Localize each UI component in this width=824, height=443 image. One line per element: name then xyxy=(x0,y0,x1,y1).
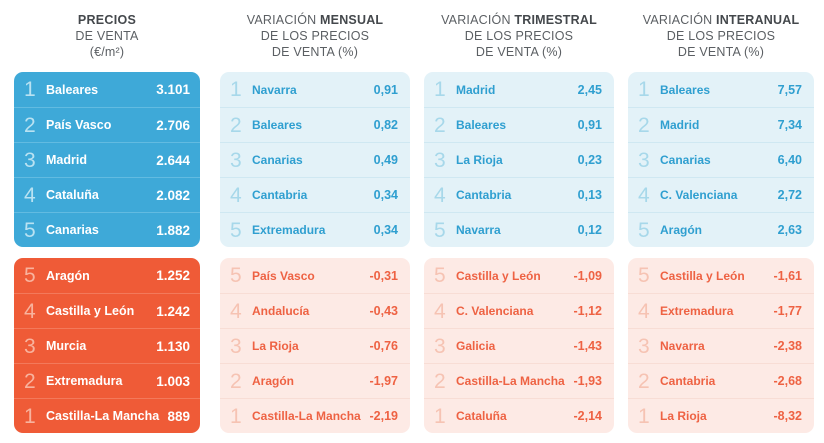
rank: 5 xyxy=(638,218,650,242)
region-value: -1,93 xyxy=(573,374,602,388)
table-row[interactable] xyxy=(14,363,200,398)
region-name: Extremadura xyxy=(46,374,123,388)
region-name: País Vasco xyxy=(252,268,315,283)
region-name: Baleares xyxy=(456,118,507,132)
region-value: 0,91 xyxy=(373,82,398,97)
table-row[interactable] xyxy=(424,107,614,142)
region-name: Extremadura xyxy=(252,223,326,237)
table-row[interactable] xyxy=(424,293,614,328)
column-header-interanual xyxy=(628,0,814,72)
table-row[interactable] xyxy=(628,72,814,107)
region-value: 1.003 xyxy=(156,373,190,389)
column-header-mensual xyxy=(220,0,410,72)
table-row[interactable] xyxy=(220,293,410,328)
header-line1-plain: VARIACIÓN xyxy=(642,13,717,27)
region-value: -2,38 xyxy=(773,339,802,353)
region-value: 7,57 xyxy=(777,82,802,97)
region-name: Extremadura xyxy=(660,304,734,318)
rank: 2 xyxy=(638,369,650,393)
rank: 2 xyxy=(24,113,36,137)
panel-bottom-mensual xyxy=(220,258,410,433)
rank: 1 xyxy=(434,78,446,101)
region-name: Cantabria xyxy=(456,188,512,202)
rank: 2 xyxy=(24,369,36,393)
header-line2: DE LOS PRECIOS xyxy=(666,29,776,43)
region-value: -2,68 xyxy=(773,374,802,388)
header-line3: DE VENTA (%) xyxy=(271,45,359,59)
rank: 5 xyxy=(24,264,36,287)
region-name: C. Valenciana xyxy=(456,304,534,318)
region-name: Cantabria xyxy=(252,188,308,202)
region-name: Navarra xyxy=(252,82,297,97)
region-value: 0,23 xyxy=(577,153,602,167)
rank: 5 xyxy=(230,218,242,242)
table-row[interactable] xyxy=(424,177,614,212)
region-name: Baleares xyxy=(46,82,99,97)
table-row[interactable] xyxy=(424,398,614,433)
table-row[interactable] xyxy=(628,177,814,212)
rank: 2 xyxy=(638,113,650,137)
region-name: Madrid xyxy=(660,118,700,132)
region-name: Madrid xyxy=(456,82,496,97)
region-value: 2,63 xyxy=(777,223,802,237)
region-value: 0,91 xyxy=(577,118,602,132)
rank: 3 xyxy=(230,148,242,172)
table-row[interactable] xyxy=(628,293,814,328)
table-row[interactable] xyxy=(220,363,410,398)
table-row[interactable] xyxy=(14,107,200,142)
region-name: Andalucía xyxy=(252,304,310,318)
header-line2: DE LOS PRECIOS xyxy=(260,29,370,43)
header-line3: (€/m²) xyxy=(89,45,125,59)
region-value: 3.101 xyxy=(156,82,190,97)
table-row[interactable] xyxy=(220,212,410,247)
region-value: -1,09 xyxy=(573,268,602,283)
region-name: Canarias xyxy=(46,223,99,237)
region-value: 1.882 xyxy=(156,222,190,238)
region-name: Castilla y León xyxy=(660,268,745,283)
header-line1-bold: MENSUAL xyxy=(320,13,384,27)
region-value: 2.082 xyxy=(156,187,190,203)
region-name: País Vasco xyxy=(46,118,112,132)
rank: 2 xyxy=(230,113,242,137)
region-value: -1,12 xyxy=(573,304,602,318)
rank: 3 xyxy=(638,334,650,358)
header-line1-plain: PRECIOS xyxy=(77,13,137,27)
panel-top-mensual xyxy=(220,72,410,247)
region-value: -0,76 xyxy=(369,339,398,353)
region-value: -2,19 xyxy=(369,409,398,423)
region-name: Aragón xyxy=(252,374,294,388)
table-row[interactable] xyxy=(220,398,410,433)
region-name: Baleares xyxy=(660,82,711,97)
table-row[interactable] xyxy=(628,363,814,398)
table-row[interactable] xyxy=(424,72,614,107)
panel-bottom-trimestral xyxy=(424,258,614,433)
rank: 2 xyxy=(230,369,242,393)
header-line1-plain: VARIACIÓN xyxy=(441,13,515,27)
region-value: 2,45 xyxy=(577,82,602,97)
rank: 3 xyxy=(434,334,446,358)
region-value: -8,32 xyxy=(773,409,802,423)
region-value: 889 xyxy=(167,408,190,424)
region-value: 7,34 xyxy=(777,118,802,132)
region-name: Castilla-La Mancha xyxy=(456,374,565,388)
table-row[interactable] xyxy=(628,258,814,293)
header-line2: DE LOS PRECIOS xyxy=(464,29,574,43)
region-value: 0,82 xyxy=(373,118,398,132)
region-name: Cataluña xyxy=(456,409,507,423)
rank: 1 xyxy=(24,404,36,428)
region-name: Cantabria xyxy=(660,374,716,388)
region-name: Navarra xyxy=(456,223,501,237)
table-row[interactable] xyxy=(628,107,814,142)
table-row[interactable] xyxy=(14,398,200,433)
rank: 5 xyxy=(434,264,446,287)
table-row[interactable] xyxy=(628,328,814,363)
panel-top-interanual xyxy=(628,72,814,247)
region-value: -1,43 xyxy=(573,339,602,353)
table-row[interactable] xyxy=(628,398,814,433)
table-row[interactable] xyxy=(628,142,814,177)
region-name: C. Valenciana xyxy=(660,188,738,202)
header-line3: DE VENTA (%) xyxy=(475,45,563,59)
table-row[interactable] xyxy=(14,212,200,247)
table-row[interactable] xyxy=(14,142,200,177)
column-precios xyxy=(0,0,212,443)
panel-top-precios xyxy=(14,72,200,247)
rank: 4 xyxy=(24,299,36,323)
region-name: Castilla y León xyxy=(456,268,541,283)
column-variacion-mensual xyxy=(212,0,416,443)
table-row[interactable] xyxy=(220,72,410,107)
rank: 3 xyxy=(638,148,650,172)
rank: 4 xyxy=(230,299,242,323)
table-row[interactable] xyxy=(628,212,814,247)
column-header-precios xyxy=(14,0,200,72)
region-value: -1,97 xyxy=(369,374,398,388)
table-row[interactable] xyxy=(424,142,614,177)
header-line1-plain: VARIACIÓN xyxy=(246,13,321,27)
column-header-trimestral xyxy=(424,0,614,72)
region-value: -0,31 xyxy=(369,268,398,283)
region-value: 0,34 xyxy=(373,188,398,202)
rank: 3 xyxy=(24,334,36,358)
rank: 4 xyxy=(638,183,650,207)
region-value: -2,14 xyxy=(573,409,602,423)
table-row[interactable] xyxy=(220,328,410,363)
header-line1-bold: TRIMESTRAL xyxy=(514,13,597,27)
region-value: 0,13 xyxy=(577,188,602,202)
region-name: Castilla y León xyxy=(46,304,135,318)
region-name: Canarias xyxy=(252,153,303,167)
region-name: Madrid xyxy=(46,153,87,167)
region-name: Baleares xyxy=(252,118,303,132)
table-row[interactable] xyxy=(424,328,614,363)
rank: 1 xyxy=(24,78,36,101)
rank: 5 xyxy=(434,218,446,242)
panel-bottom-precios xyxy=(14,258,200,433)
region-name: Castilla-La Mancha xyxy=(46,409,160,423)
panel-top-trimestral xyxy=(424,72,614,247)
table-row[interactable] xyxy=(220,177,410,212)
table-row[interactable] xyxy=(220,142,410,177)
region-value: -1,61 xyxy=(773,268,802,283)
table-row[interactable] xyxy=(14,328,200,363)
column-variacion-trimestral xyxy=(416,0,620,443)
region-name: Aragón xyxy=(660,223,702,237)
rank: 3 xyxy=(230,334,242,358)
rank: 5 xyxy=(638,264,650,287)
rank: 1 xyxy=(230,78,242,101)
region-value: 2,72 xyxy=(777,188,802,202)
table-row[interactable] xyxy=(14,293,200,328)
table-row[interactable] xyxy=(14,258,200,293)
table-row[interactable] xyxy=(220,258,410,293)
rank: 4 xyxy=(434,183,446,207)
table-row[interactable] xyxy=(424,212,614,247)
region-name: La Rioja xyxy=(456,153,503,167)
region-value: 0,49 xyxy=(373,153,398,167)
region-value: -0,43 xyxy=(369,304,398,318)
rank: 1 xyxy=(638,404,650,428)
region-name: Castilla-La Mancha xyxy=(252,409,361,423)
rank: 1 xyxy=(230,404,242,428)
panel-bottom-interanual xyxy=(628,258,814,433)
rank: 3 xyxy=(24,148,36,172)
table-row[interactable] xyxy=(14,177,200,212)
region-value: 1.242 xyxy=(156,303,190,319)
region-name: La Rioja xyxy=(660,409,707,423)
table-row[interactable] xyxy=(424,363,614,398)
region-value: 0,12 xyxy=(577,223,602,237)
rank: 2 xyxy=(434,369,446,393)
rank: 4 xyxy=(434,299,446,323)
region-name: Cataluña xyxy=(46,188,99,202)
rank: 5 xyxy=(24,218,36,242)
region-name: Canarias xyxy=(660,153,711,167)
region-value: 0,34 xyxy=(373,223,398,237)
rank: 2 xyxy=(434,113,446,137)
region-name: Murcia xyxy=(46,339,87,353)
rank: 5 xyxy=(230,264,242,287)
column-variacion-interanual xyxy=(620,0,824,443)
rank: 1 xyxy=(434,404,446,428)
region-name: Aragón xyxy=(46,268,90,283)
region-name: Navarra xyxy=(660,339,705,353)
region-value: 2.706 xyxy=(156,117,190,133)
region-value: 2.644 xyxy=(156,152,190,168)
region-value: -1,77 xyxy=(773,304,802,318)
rank: 1 xyxy=(638,78,650,101)
region-value: 1.252 xyxy=(156,268,190,283)
rank: 4 xyxy=(24,183,36,207)
table-row[interactable] xyxy=(14,72,200,107)
region-name: La Rioja xyxy=(252,339,299,353)
region-value: 6,40 xyxy=(777,153,802,167)
rank: 3 xyxy=(434,148,446,172)
table-row[interactable] xyxy=(220,107,410,142)
region-value: 1.130 xyxy=(156,338,190,354)
header-line1-bold: INTERANUAL xyxy=(716,13,800,27)
rank: 4 xyxy=(230,183,242,207)
region-name: Galicia xyxy=(456,339,496,353)
table-row[interactable] xyxy=(424,258,614,293)
rank: 4 xyxy=(638,299,650,323)
header-line3: DE VENTA (%) xyxy=(677,45,765,59)
header-line2: DE VENTA xyxy=(75,29,139,43)
